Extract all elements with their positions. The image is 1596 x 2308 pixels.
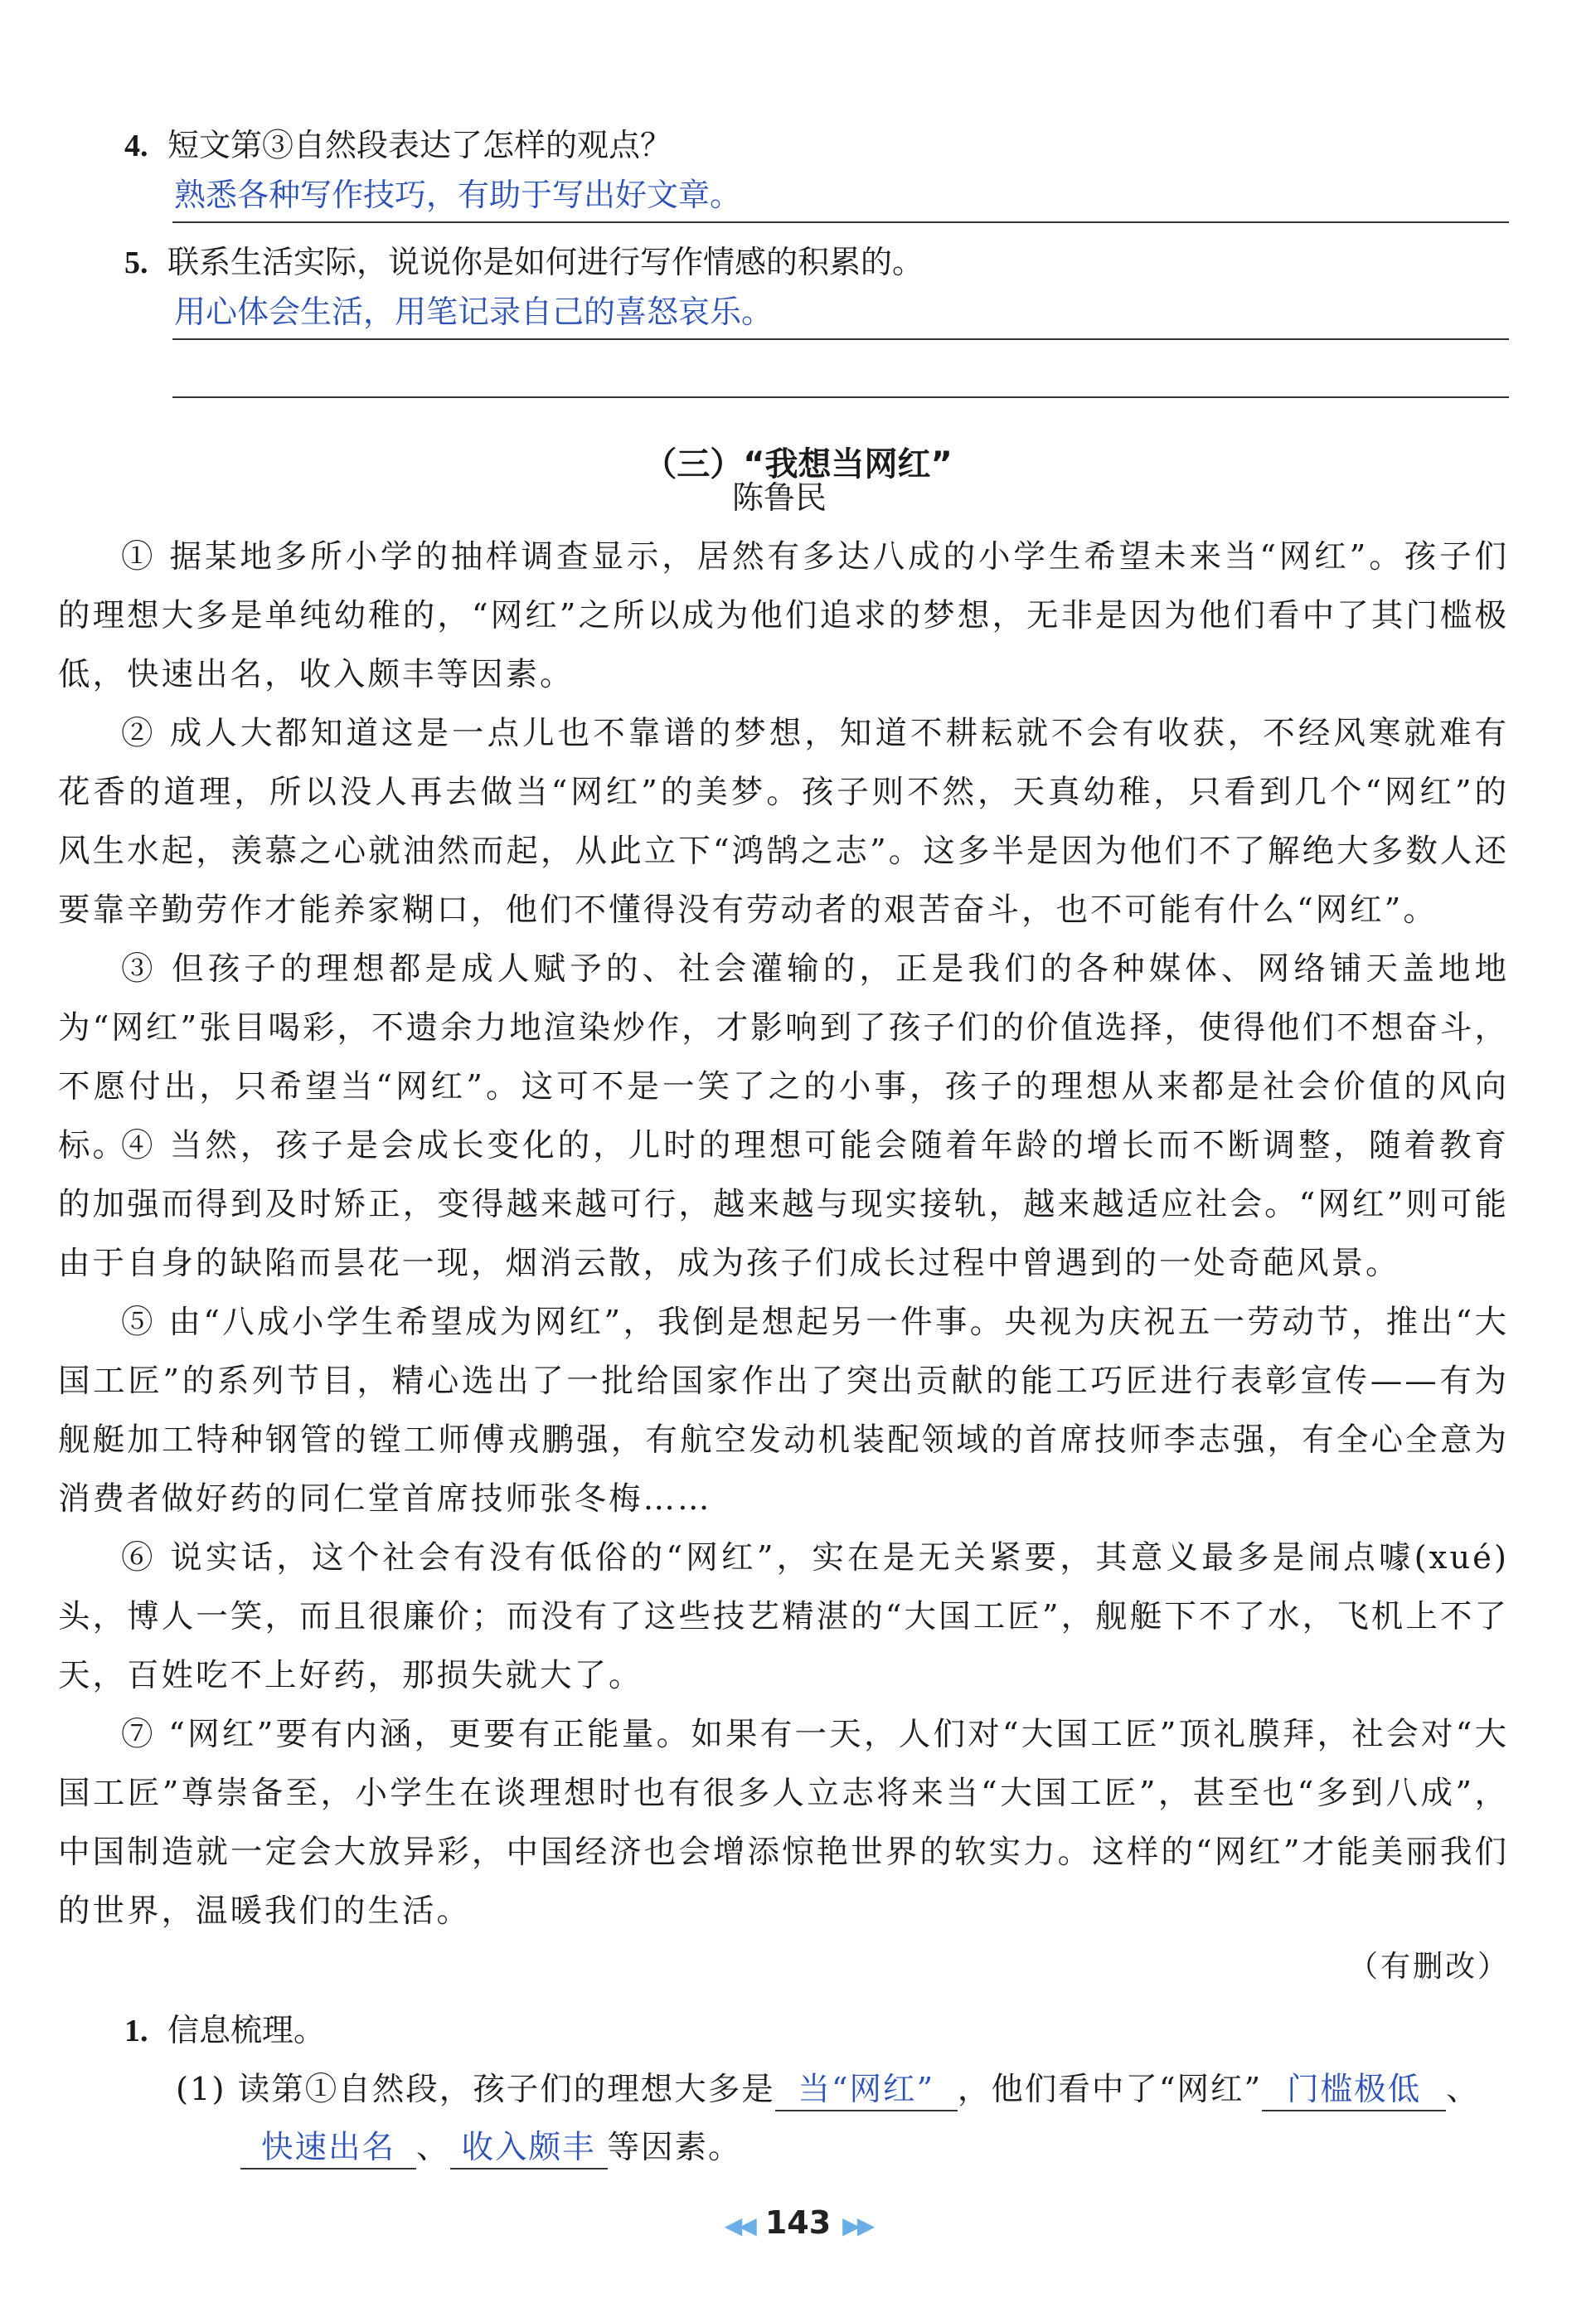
paragraph-1: ① 据某地多所小学的抽样调查显示，居然有多达八成的小学生希望未来当“网红”。孩子们的理想大多是单纯幼稚的，“网红”之所以成为他们追求的梦想，无非是因为他们看中了其门槛极低，快速出名，收入颇丰等因素。	[58, 538, 1509, 693]
paragraph-4: ④ 当然，孩子是会成长变化的，儿时的理想可能会随着年龄的增长而不断调整，随着教育的加强而得到及时矫正，变得越来越可行，越来越与现实接轨，越来越适应社会。“网红”则可能由于自身的缺陷而昙花一现，烟消云散，成为孩子们成长过程中曾遇到的一处奇葩风景。	[58, 1127, 1509, 1282]
answer-5: 用心体会生活，用笔记录自己的喜怒哀乐。	[174, 294, 774, 330]
paragraph-7: ⑦ “网红”要有内涵，更要有正能量。如果有一天，人们对“大国工匠”顶礼膜拜，社会对“大国工匠”尊崇备至，小学生在谈理想时也有很多人立志将来当“大国工匠”，甚至也“多到八成”，中国制造就一定会大放异彩，中国经济也会增添惊艳世界的软实力。这样的“网红”才能美丽我们的世界，温暖我们的生活。	[58, 1716, 1509, 1930]
prompt-text: 读第①自然段，孩子们的理想大多是	[237, 2071, 775, 2108]
prev-arrows-icon: ◀◀	[724, 2212, 754, 2239]
prompt-text: ，他们看中了“网红”	[957, 2071, 1263, 2108]
blank-ideal[interactable]: 当“网红”	[775, 2070, 958, 2111]
exercise-heading: 信息梳理。	[167, 2012, 326, 2048]
exercise-number: 1.	[124, 2014, 148, 2048]
page-number: 143	[764, 2204, 832, 2241]
question-number: 5.	[124, 245, 148, 280]
blank-factor-3[interactable]: 收入颇丰	[450, 2128, 608, 2170]
blank-factor-1[interactable]: 门槛极低	[1262, 2070, 1446, 2111]
edited-note: （有删改）	[1347, 1950, 1510, 1984]
question-number: 4.	[124, 129, 148, 163]
question-4	[124, 120, 672, 171]
paragraph-3: ③ 但孩子的理想都是成人赋予的、社会灌输的，正是我们的各种媒体、网络铺天盖地地为“网红”张目喝彩，不遗余力地渲染炒作，才影响到了孩子们的价值选择，使得他们不想奋斗，不愿付出，只希望当“网红”。这可不是一笑了之的小事，孩子的理想从来都是社会价值的风向标。	[58, 950, 1509, 1164]
separator: 、	[1446, 2071, 1480, 2108]
paragraph-6: ⑥ 说实话，这个社会有没有低俗的“网红”，实在是无关紧要，其意义最多是闹点噱(xué)头，博人一笑，而且很廉价；而没有了这些技艺精湛的“大国工匠”，舰艇下不了水，飞机上不了天，百姓吃不上好药，那损失就大了。	[58, 1539, 1509, 1694]
answer-line	[172, 338, 1509, 340]
exercise-line-2	[240, 2118, 742, 2177]
separator: 、	[416, 2129, 450, 2166]
question-text: 短文第③自然段表达了怎样的观点？	[167, 127, 672, 163]
paragraph-5: ⑤ 由“八成小学生希望成为网红”，我倒是想起另一件事。央视为庆祝五一劳动节，推出“大国工匠”的系列节目，精心选出了一批给国家作出了突出贡献的能工巧匠进行表彰宣传——有为舰艇加工特种钢管的镗工师傅戎鹏强，有航空发动机装配领域的首席技师李志强，有全心全意为消费者做好药的同仁堂首席技师张冬梅……	[58, 1304, 1509, 1518]
answer-line	[172, 396, 1509, 398]
paragraph-2: ② 成人大都知道这是一点儿也不靠谱的梦想，知道不耕耘就不会有收获，不经风寒就难有花香的道理，所以没人再去做当“网红”的美梦。孩子则不然，天真幼稚，只看到几个“网红”的风生水起，羡慕之心就油然而起，从此立下“鸿鹄之志”。这多半是因为他们不了解绝大多数人还要靠辛勤劳作才能养家糊口，他们不懂得没有劳动者的艰苦奋斗，也不可能有什么“网红”。	[58, 715, 1509, 929]
question-text: 联系生活实际，说说你是如何进行写作情感的积累的。	[167, 244, 924, 280]
next-arrows-icon: ▶▶	[842, 2212, 872, 2239]
article-title: （三）“我想当网红”	[643, 445, 953, 483]
sub-label: (1)	[176, 2071, 226, 2108]
exercise-line-1	[176, 2060, 1480, 2119]
answer-line	[172, 221, 1509, 223]
exercise-1	[124, 2005, 325, 2056]
question-5	[124, 237, 924, 288]
page-footer	[0, 2198, 1596, 2251]
answer-4: 熟悉各种写作技巧，有助于写出好文章。	[174, 177, 742, 213]
article-author: 陈鲁民	[731, 479, 827, 516]
prompt-text: 等因素。	[607, 2129, 742, 2166]
blank-factor-2[interactable]: 快速出名	[240, 2128, 416, 2170]
